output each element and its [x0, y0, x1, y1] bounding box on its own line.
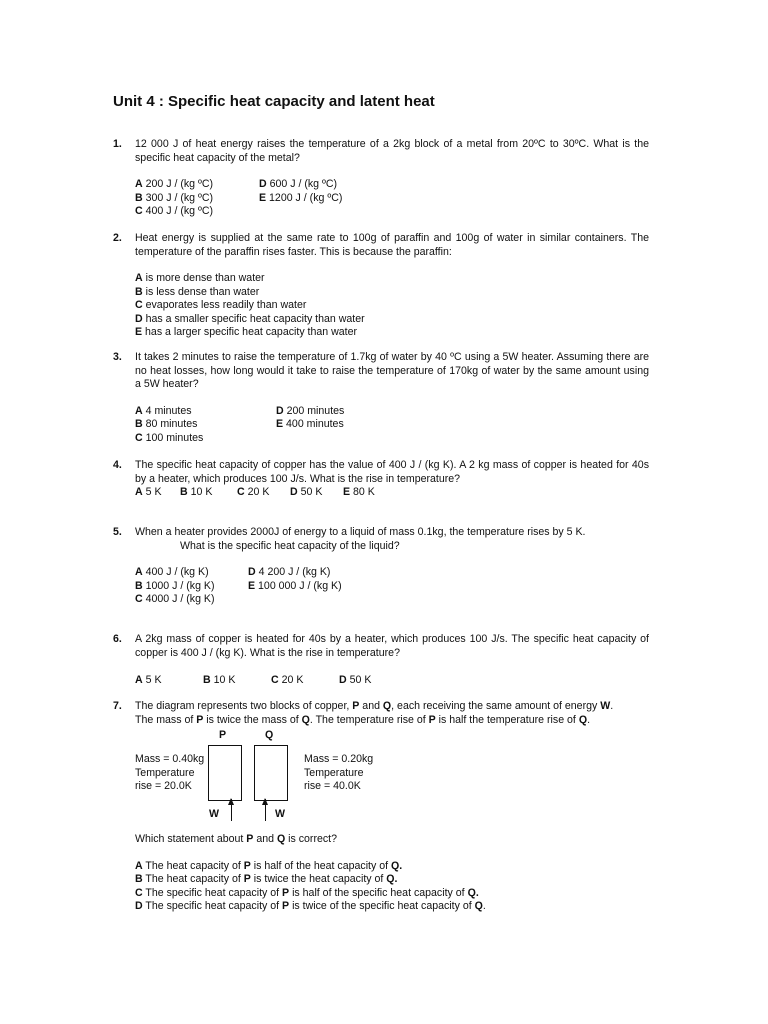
question-text-2: The mass of P is twice the mass of Q. The temperature rise of P is half the temperature rise of Q. — [135, 713, 591, 726]
question-text: The specific heat capacity of copper has the value of 400 J / (kg K). A 2 kg mass of copper is heated for 40s by a heater, which produces 100 J/s. What is the rise in temperature? — [135, 459, 649, 485]
question-2 — [113, 232, 649, 340]
option-e: E has a larger specific heat capacity than water — [135, 326, 358, 338]
option-c: C 4000 J / (kg K) — [135, 593, 215, 605]
question-text: 12 000 J of heat energy raises the temperature of a 2kg block of a metal from 20ºC to 30ºC. What is the specific heat capacity of the metal? — [135, 138, 649, 164]
option-a: A 5 K — [135, 674, 162, 686]
option-c: C 400 J / (kg ºC) — [135, 205, 214, 217]
question-number: 4. — [113, 459, 122, 471]
block-p-label: P — [219, 729, 227, 741]
option-c: C 100 minutes — [135, 431, 204, 444]
option-d: D 600 J / (kg ºC) — [259, 178, 338, 190]
answer-options — [135, 178, 649, 219]
answer-options — [135, 674, 649, 688]
question-6 — [113, 633, 649, 688]
answer-options — [135, 566, 649, 607]
block-q — [254, 745, 288, 801]
question-3 — [113, 351, 649, 445]
question-number: 1. — [113, 138, 122, 150]
option-b: B 80 minutes — [135, 418, 198, 430]
option-a: A 400 J / (kg K) — [135, 566, 209, 578]
option-a: A 5 K — [135, 486, 162, 498]
blocks-diagram — [135, 729, 649, 827]
question-text: It takes 2 minutes to raise the temperature of 1.7kg of water by 40 ºC using a 5W heater. Assuming there are no heat losses, how long would it take to raise the temperature of 170kg of water by the same amount using a 5W heater? — [135, 351, 649, 390]
question-4 — [113, 459, 649, 500]
question-number: 3. — [113, 351, 122, 363]
energy-arrow-p — [231, 799, 232, 821]
energy-arrow-q — [265, 799, 266, 821]
answer-options — [135, 272, 649, 340]
question-text: The diagram represents two blocks of copper, P and Q, each receiving the same amount of energy W. — [135, 700, 614, 712]
page-title: Unit 4 : Specific heat capacity and latent heat — [113, 93, 435, 110]
block-p — [208, 745, 242, 801]
answer-options — [135, 860, 649, 914]
question-text: A 2kg mass of copper is heated for 40s by a heater, which produces 100 J/s. The specific heat capacity of copper is 400 J / (kg K). What is the rise in temperature? — [135, 633, 649, 659]
option-d: D 50 K — [339, 674, 372, 686]
energy-label-p: W — [209, 808, 219, 820]
option-d: D 200 minutes — [276, 404, 345, 417]
option-c: C 20 K — [271, 674, 304, 686]
option-e: E 100 000 J / (kg K) — [248, 579, 342, 592]
option-b: B The heat capacity of P is twice the heat capacity of Q. — [135, 873, 398, 885]
option-b: B 300 J / (kg ºC) — [135, 191, 214, 204]
question-5 — [113, 526, 649, 607]
option-c: C 20 K — [237, 486, 270, 498]
question-number: 7. — [113, 700, 122, 712]
option-d: D has a smaller specific heat capacity than water — [135, 312, 365, 325]
option-a: A The heat capacity of P is half of the heat capacity of Q. — [135, 859, 403, 872]
option-a: A is more dense than water — [135, 272, 265, 284]
option-d: D 4 200 J / (kg K) — [248, 566, 331, 578]
question-text-indented: What is the specific heat capacity of the liquid? — [180, 539, 400, 552]
question-1 — [113, 138, 649, 219]
answer-options — [135, 486, 649, 500]
option-d: D 50 K — [290, 486, 323, 498]
answer-options — [135, 405, 649, 446]
question-number: 6. — [113, 633, 122, 645]
option-e: E 400 minutes — [276, 418, 344, 430]
option-e: E 1200 J / (kg ºC) — [259, 191, 343, 204]
option-b: B 1000 J / (kg K) — [135, 579, 215, 592]
question-7 — [113, 700, 649, 914]
option-a: A 4 minutes — [135, 404, 192, 417]
block-q-label: Q — [265, 729, 274, 741]
option-c: C evaporates less readily than water — [135, 299, 307, 311]
option-a: A 200 J / (kg ºC) — [135, 178, 214, 190]
question-text: When a heater provides 2000J of energy to a liquid of mass 0.1kg, the temperature rises by 5 K. — [135, 526, 586, 538]
option-e: E 80 K — [343, 486, 375, 498]
question-stem: Which statement about P and Q is correct? — [135, 833, 337, 845]
block-q-data: Mass = 0.20kg Temperature rise = 40.0K — [304, 753, 374, 792]
option-d: D The specific heat capacity of P is twice of the specific heat capacity of Q. — [135, 900, 486, 912]
energy-label-q: W — [275, 808, 285, 820]
question-number: 5. — [113, 526, 122, 538]
question-text: Heat energy is supplied at the same rate to 100g of paraffin and 100g of water in similar containers. The temperature of the paraffin rises faster. This is because the paraffin: — [135, 232, 649, 258]
option-b: B 10 K — [180, 486, 213, 498]
option-b: B is less dense than water — [135, 285, 260, 298]
option-c: C The specific heat capacity of P is half of the specific heat capacity of Q. — [135, 886, 479, 899]
option-b: B 10 K — [203, 674, 236, 686]
block-p-data: Mass = 0.40kg Temperature rise = 20.0K — [135, 753, 205, 792]
question-number: 2. — [113, 232, 122, 244]
